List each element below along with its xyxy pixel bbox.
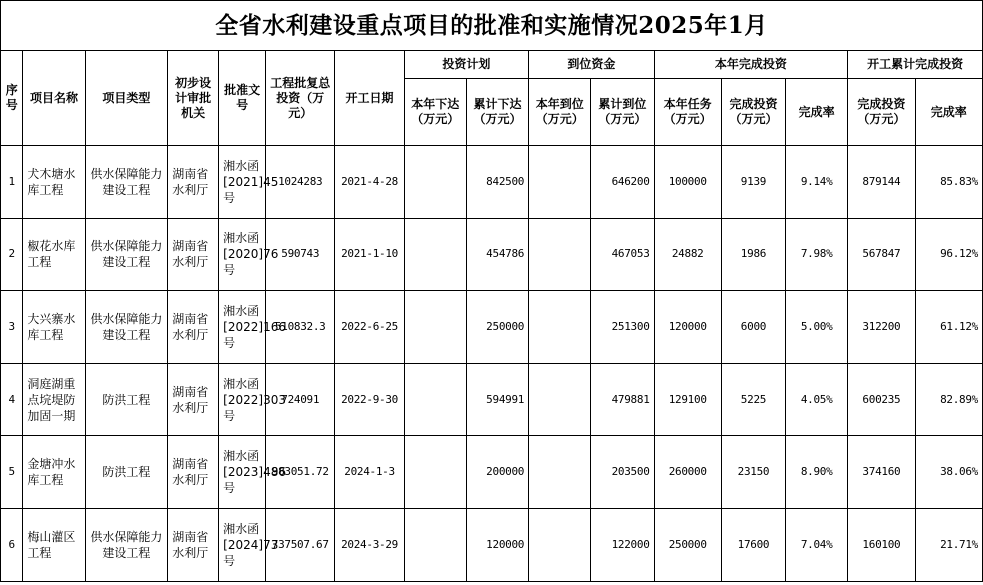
header-year-completed: 本年完成投资: [654, 51, 848, 79]
header-total-investment: 工程批复总投资（万元）: [266, 51, 335, 146]
cell-year-done: 1986: [721, 218, 785, 291]
cell-cum-rate: 82.89%: [915, 363, 982, 436]
header-year-task: 本年任务（万元）: [654, 79, 721, 146]
cell-arrived-cumulative: 203500: [591, 436, 654, 509]
header-cum-rate: 完成率: [915, 79, 982, 146]
cell-year-rate: 4.05%: [786, 363, 848, 436]
projects-table: [0, 50, 983, 582]
page-title: 全省水利建设重点项目的批准和实施情况2025年1月: [0, 0, 983, 50]
header-investment-plan: 投资计划: [404, 51, 528, 79]
cell-name: 大兴寨水库工程: [23, 291, 85, 364]
cell-year-done: 23150: [721, 436, 785, 509]
cell-name: 金塘冲水库工程: [23, 436, 85, 509]
cell-cum-rate: 61.12%: [915, 291, 982, 364]
cell-arrived-this-year: [529, 508, 591, 581]
cell-name: 梅山灌区工程: [23, 508, 85, 581]
cell-approver: 湖南省水利厅: [168, 363, 219, 436]
header-plan-this-year: 本年下达（万元）: [404, 79, 466, 146]
header-plan-cumulative: 累计下达（万元）: [466, 79, 528, 146]
cell-total-investment: 737507.67: [266, 508, 335, 581]
cell-total-investment: 590743: [266, 218, 335, 291]
cell-type: 供水保障能力建设工程: [85, 146, 168, 219]
cell-cum-done: 600235: [848, 363, 915, 436]
header-funds-arrived: 到位资金: [529, 51, 654, 79]
cell-seq: 6: [1, 508, 23, 581]
cell-arrived-cumulative: 122000: [591, 508, 654, 581]
cell-year-task: 24882: [654, 218, 721, 291]
cell-approver: 湖南省水利厅: [168, 436, 219, 509]
cell-year-rate: 8.90%: [786, 436, 848, 509]
cell-doc-no: 湘水函[2023]486号: [219, 436, 266, 509]
cell-total-investment: 510832.3: [266, 291, 335, 364]
cell-year-done: 9139: [721, 146, 785, 219]
cell-approver: 湖南省水利厅: [168, 218, 219, 291]
cell-cum-done: 160100: [848, 508, 915, 581]
cell-plan-this-year: [404, 508, 466, 581]
cell-start-date: 2022-6-25: [335, 291, 404, 364]
cell-start-date: 2024-3-29: [335, 508, 404, 581]
cell-plan-this-year: [404, 218, 466, 291]
cell-year-task: 129100: [654, 363, 721, 436]
cell-name: 椒花水库工程: [23, 218, 85, 291]
cell-doc-no: 湘水函[2021]45号: [219, 146, 266, 219]
cell-seq: 4: [1, 363, 23, 436]
cell-arrived-this-year: [529, 291, 591, 364]
header-type: 项目类型: [85, 51, 168, 146]
cell-plan-this-year: [404, 436, 466, 509]
cell-type: 供水保障能力建设工程: [85, 218, 168, 291]
cell-plan-this-year: [404, 363, 466, 436]
cell-start-date: 2021-1-10: [335, 218, 404, 291]
cell-plan-cumulative: 454786: [466, 218, 528, 291]
cell-year-rate: 5.00%: [786, 291, 848, 364]
header-cum-done: 完成投资（万元）: [848, 79, 915, 146]
cell-arrived-cumulative: 467053: [591, 218, 654, 291]
header-seq: 序号: [1, 51, 23, 146]
cell-arrived-this-year: [529, 218, 591, 291]
cell-year-rate: 7.98%: [786, 218, 848, 291]
header-arrived-this-year: 本年到位（万元）: [529, 79, 591, 146]
cell-seq: 1: [1, 146, 23, 219]
cell-year-task: 100000: [654, 146, 721, 219]
cell-seq: 5: [1, 436, 23, 509]
cell-arrived-this-year: [529, 436, 591, 509]
cell-year-done: 5225: [721, 363, 785, 436]
header-arrived-cumulative: 累计到位（万元）: [591, 79, 654, 146]
table-row: [1, 291, 983, 364]
cell-year-done: 17600: [721, 508, 785, 581]
cell-arrived-this-year: [529, 146, 591, 219]
cell-doc-no: 湘水函[2022]303号: [219, 363, 266, 436]
cell-cum-rate: 85.83%: [915, 146, 982, 219]
cell-year-task: 120000: [654, 291, 721, 364]
cell-plan-this-year: [404, 291, 466, 364]
cell-type: 防洪工程: [85, 363, 168, 436]
header-approver: 初步设计审批机关: [168, 51, 219, 146]
cell-cum-done: 567847: [848, 218, 915, 291]
cell-seq: 2: [1, 218, 23, 291]
cell-type: 供水保障能力建设工程: [85, 291, 168, 364]
cell-arrived-this-year: [529, 363, 591, 436]
header-name: 项目名称: [23, 51, 85, 146]
cell-approver: 湖南省水利厅: [168, 291, 219, 364]
cell-doc-no: 湘水函[2020]76号: [219, 218, 266, 291]
cell-plan-cumulative: 120000: [466, 508, 528, 581]
cell-total-investment: 1024283: [266, 146, 335, 219]
cell-doc-no: 湘水函[2022]166号: [219, 291, 266, 364]
cell-arrived-cumulative: 251300: [591, 291, 654, 364]
cell-start-date: 2024-1-3: [335, 436, 404, 509]
table-row: [1, 508, 983, 581]
cell-arrived-cumulative: 646200: [591, 146, 654, 219]
header-start-date: 开工日期: [335, 51, 404, 146]
cell-total-investment: 724091: [266, 363, 335, 436]
cell-year-rate: 7.04%: [786, 508, 848, 581]
header-cumulative-completed: 开工累计完成投资: [848, 51, 983, 79]
cell-cum-rate: 21.71%: [915, 508, 982, 581]
cell-cum-done: 879144: [848, 146, 915, 219]
cell-plan-cumulative: 842500: [466, 146, 528, 219]
cell-cum-rate: 96.12%: [915, 218, 982, 291]
cell-cum-rate: 38.06%: [915, 436, 982, 509]
cell-doc-no: 湘水函[2024]73号: [219, 508, 266, 581]
cell-approver: 湖南省水利厅: [168, 146, 219, 219]
cell-arrived-cumulative: 479881: [591, 363, 654, 436]
cell-start-date: 2021-4-28: [335, 146, 404, 219]
table-row: [1, 218, 983, 291]
cell-type: 防洪工程: [85, 436, 168, 509]
cell-cum-done: 374160: [848, 436, 915, 509]
header-doc-no: 批准文号: [219, 51, 266, 146]
cell-total-investment: 983051.72: [266, 436, 335, 509]
table-row: [1, 363, 983, 436]
table-row: [1, 146, 983, 219]
header-year-done: 完成投资（万元）: [721, 79, 785, 146]
cell-year-done: 6000: [721, 291, 785, 364]
cell-seq: 3: [1, 291, 23, 364]
cell-plan-cumulative: 200000: [466, 436, 528, 509]
cell-year-task: 260000: [654, 436, 721, 509]
cell-year-rate: 9.14%: [786, 146, 848, 219]
cell-cum-done: 312200: [848, 291, 915, 364]
cell-plan-this-year: [404, 146, 466, 219]
table-row: [1, 436, 983, 509]
cell-year-task: 250000: [654, 508, 721, 581]
cell-name: 犬木塘水库工程: [23, 146, 85, 219]
cell-name: 洞庭湖重点垸堤防加固一期: [23, 363, 85, 436]
cell-start-date: 2022-9-30: [335, 363, 404, 436]
cell-plan-cumulative: 250000: [466, 291, 528, 364]
header-year-rate: 完成率: [786, 79, 848, 146]
cell-type: 供水保障能力建设工程: [85, 508, 168, 581]
cell-plan-cumulative: 594991: [466, 363, 528, 436]
cell-approver: 湖南省水利厅: [168, 508, 219, 581]
